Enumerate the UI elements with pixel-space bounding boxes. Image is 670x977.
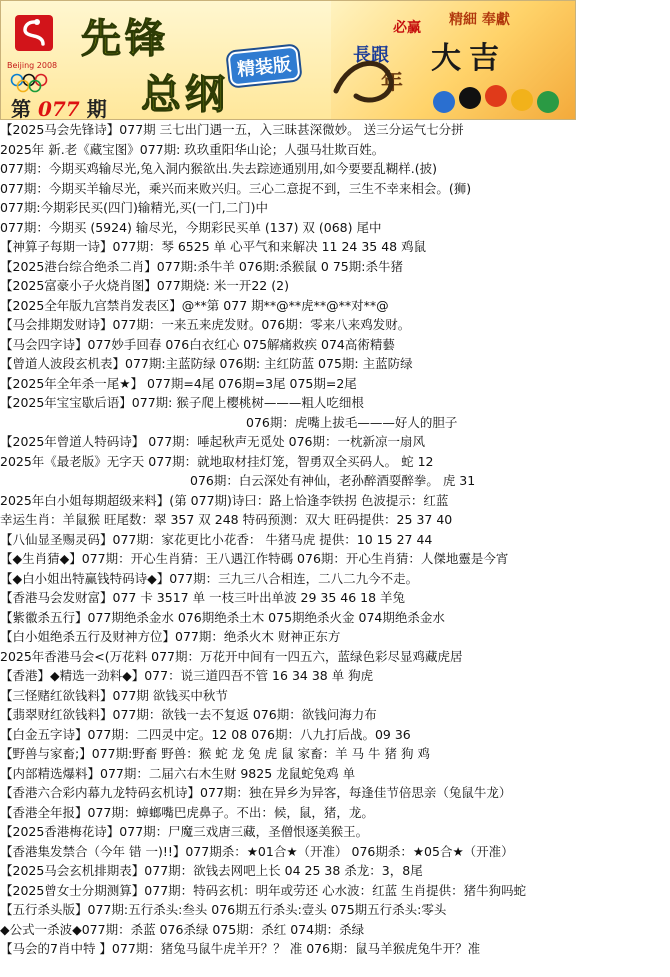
content-line: 【2025年曾道人特码诗】 077期：唾起秋声无觅处 076期：一枕新凉一扇风 bbox=[0, 434, 425, 449]
content-line: 【2025马会先锋诗】077期 三七出门遇一五，入三昧甚深微妙。 送三分运气七分拼 bbox=[0, 122, 464, 137]
content-line: 077期：今期买羊输尽光，乘兴而来败兴归。三心二意捉不到，三生不幸来相会。(狮) bbox=[0, 180, 472, 196]
content-line: 076期：虎嘴上拔毛———好人的胆子 bbox=[246, 414, 458, 430]
content-line: 【神算子每期一诗】077期：琴 6525 单 心平气和来解决 11 24 35 48 鸡鼠 bbox=[0, 239, 427, 254]
content-line: 076期：白云深处有神仙，老孙醉酒耍醉拳。 虎 31 bbox=[190, 473, 476, 488]
slogan-win: 必赢 bbox=[393, 20, 421, 36]
content-line: 幸运生肖：羊鼠猴 旺尾数：翠 357 双 248 特码预测：双大 旺码提供：25 37 40 bbox=[0, 512, 453, 527]
content-line: 2025年《最老版》无字天 077期：就地取材挂灯笼，智勇双全买码人。 蛇 12 bbox=[0, 453, 434, 469]
content-line: 【五行杀头版】077期:五行杀头:叁头 076期五行杀头:壹头 075期五行杀头:零头 bbox=[0, 902, 447, 917]
mascot-blue-icon bbox=[433, 91, 455, 113]
content-line: 【2025港台综合绝杀二肖】077期:杀牛羊 076期:杀猴鼠 0 75期:杀牛猪 bbox=[0, 258, 403, 274]
content-line: 【香港集发禁合（今年 错 一)!!】077期杀：★01合★（开准） 076期杀：★05合★（开准） bbox=[0, 843, 514, 859]
content-line: 【2025全年版九宫禁肖发表区】@**第 077 期**@**虎**@**对**@ bbox=[0, 297, 389, 313]
content-line: 【白金五字诗】077期：二四灵中定。12 08 076期：八九打后战。09 36 bbox=[0, 726, 411, 742]
beijing-emblem-icon bbox=[9, 13, 59, 65]
slogan-year: 年 bbox=[381, 69, 404, 95]
beijing-2008-label: Beijing 2008 bbox=[7, 61, 58, 70]
olympic-rings-icon bbox=[9, 73, 61, 93]
issue-suffix: 期 bbox=[86, 97, 107, 120]
content-line: 077期：今期买鸡输尽光,兔入洞内猴欲出.失去踪迹通别用,如今要要乱糊样.(披) bbox=[0, 161, 438, 176]
mascot-yellow-icon bbox=[511, 89, 533, 111]
content-line: 【2025马会玄机排期表】077期：欲钱去网吧上长 04 25 38 杀龙：3，8尾 bbox=[0, 863, 423, 878]
content-line: 【◆生肖猜◆】077期：开心生肖猜：王八遇江作特碼 076期：开心生肖猜：人傑地靈是今宵 bbox=[0, 551, 509, 566]
issue-number bbox=[11, 93, 107, 120]
content-line: 【2025香港梅花诗】077期：尸魔三戏唐三藏，圣僧恨逐美猴王。 bbox=[0, 824, 369, 839]
special-edition-badge: 精装版 bbox=[227, 45, 300, 86]
content-line: 【八仙显圣赐灵码】077期：家花更比小花香： 牛猪马虎 提供：10 15 27 44 bbox=[0, 531, 433, 547]
content-line: 【三怪赌红欲钱料】077期 欲钱买中秋节 bbox=[0, 687, 228, 703]
header-banner bbox=[0, 0, 576, 120]
issue-prefix: 第 bbox=[11, 97, 31, 120]
content-line: 【翡翠财红欲钱料】077期：欲钱一去不复返 076期：欲钱问海力布 bbox=[0, 707, 377, 722]
content-line: 【香港】◆精选一劲料◆】077：说三道四吾不管 16 34 38 单 狗虎 bbox=[0, 668, 374, 683]
content-line: 2025年 新.老《藏宝图》077期: 玖玖重阳华山论；人强马壮欺百姓。 bbox=[0, 141, 385, 157]
content-line: 077期:今期彩民买(四门)输精光,买(一门,二门)中 bbox=[0, 200, 269, 215]
slogan-luck: 大吉 bbox=[431, 41, 507, 76]
content-line: 077期：今期买 (5924) 输尽光，今期彩民买单 (137) 双 (068) 尾中 bbox=[0, 219, 382, 235]
issue-value: 077 bbox=[37, 97, 80, 120]
content-line: 【野兽与家畜;】077期:野畜 野兽：猴 蛇 龙 兔 虎 鼠 家畜：羊 马 牛 猪 狗 鸡 bbox=[0, 746, 430, 761]
content-line: 【2025富豪小子火烧肖图】077期烧: 米一开22 (2) bbox=[0, 278, 289, 293]
content-line: 【2025年全年杀一尾★】 077期=4尾 076期=3尾 075期=2尾 bbox=[0, 375, 357, 391]
content-line: 【香港全年报】077期：蟑螂嘴巴虎鼻子。不出：候，鼠，猪，龙。 bbox=[0, 804, 374, 820]
slogan-elite: 精細 奉獻 bbox=[449, 12, 510, 28]
content-line: 【2025曾女士分期测算】077期：特码玄机：明年或劳还 心水波：红蓝 生肖提供：猪牛狗吗蛇 bbox=[0, 882, 527, 898]
brush-swirl-icon bbox=[331, 51, 404, 111]
content-line: 【马会排期发财诗】077期：一来五来虎发财。076期：零来八来鸡发财。 bbox=[0, 317, 411, 332]
content-line: 【内部精选爆料】077期：二届六右木生财 9825 龙鼠蛇兔鸡 单 bbox=[0, 765, 356, 781]
content-line: 【◆白小姐出特赢钱特码诗◆】077期：三九三八合相连，二八二九今不走。 bbox=[0, 570, 419, 586]
content-line: 2025年香港马会<(万花料 077期：万花开中间有一四五六，蓝绿色彩尽显鸡藏虎居 bbox=[0, 648, 463, 664]
mascot-green-icon bbox=[537, 91, 559, 113]
content-line: 【紫徽杀五行】077期绝杀金水 076期绝杀土木 075期绝杀火金 074期绝杀金水 bbox=[0, 609, 445, 625]
content-line: 【马会的7肖中特 】077期：猪兔马鼠牛虎羊开？？ 准 076期：鼠马羊猴虎兔牛开？准 bbox=[0, 941, 481, 956]
brand-title-line1: 先锋 bbox=[81, 16, 169, 62]
mascot-red-icon bbox=[485, 85, 507, 107]
slogan-follow: 長跟 bbox=[353, 45, 389, 66]
content-line: 【白小姐绝杀五行及财神方位】077期：绝杀火木 财神正东方 bbox=[0, 629, 341, 644]
content-line: 2025年白小姐每期超级来料】(第 077期)诗曰：路上恰逢李铁拐 色波提示：红蓝 bbox=[0, 492, 449, 508]
content-line: 【香港马会发财富】077 卡 3517 单 一枝三叶出单波 29 35 46 18 羊兔 bbox=[0, 590, 406, 605]
content-line: 【马会四字诗】077妙手回春 076白衣红心 075解痛救疾 074高術精藝 bbox=[0, 336, 395, 352]
content-line: 【曾道人波段玄机表】077期:主蓝防绿 076期: 主红防蓝 075期: 主蓝防绿 bbox=[0, 356, 413, 371]
content-line: ◆公式一杀波◆077期：杀蓝 076杀绿 075期：杀红 074期：杀绿 bbox=[0, 921, 365, 937]
content-line: 【香港六合彩内幕九龙特码玄机诗】077期：独在异乡为异客，每逢佳节倍思亲（兔鼠牛龙） bbox=[0, 785, 512, 800]
mascot-black-icon bbox=[459, 87, 481, 109]
brand-title-line2: 总纲 bbox=[141, 72, 229, 118]
content-line: 【2025年宝宝歇后语】077期: 猴子爬上樱桃树———粗人吃细根 bbox=[0, 395, 364, 410]
